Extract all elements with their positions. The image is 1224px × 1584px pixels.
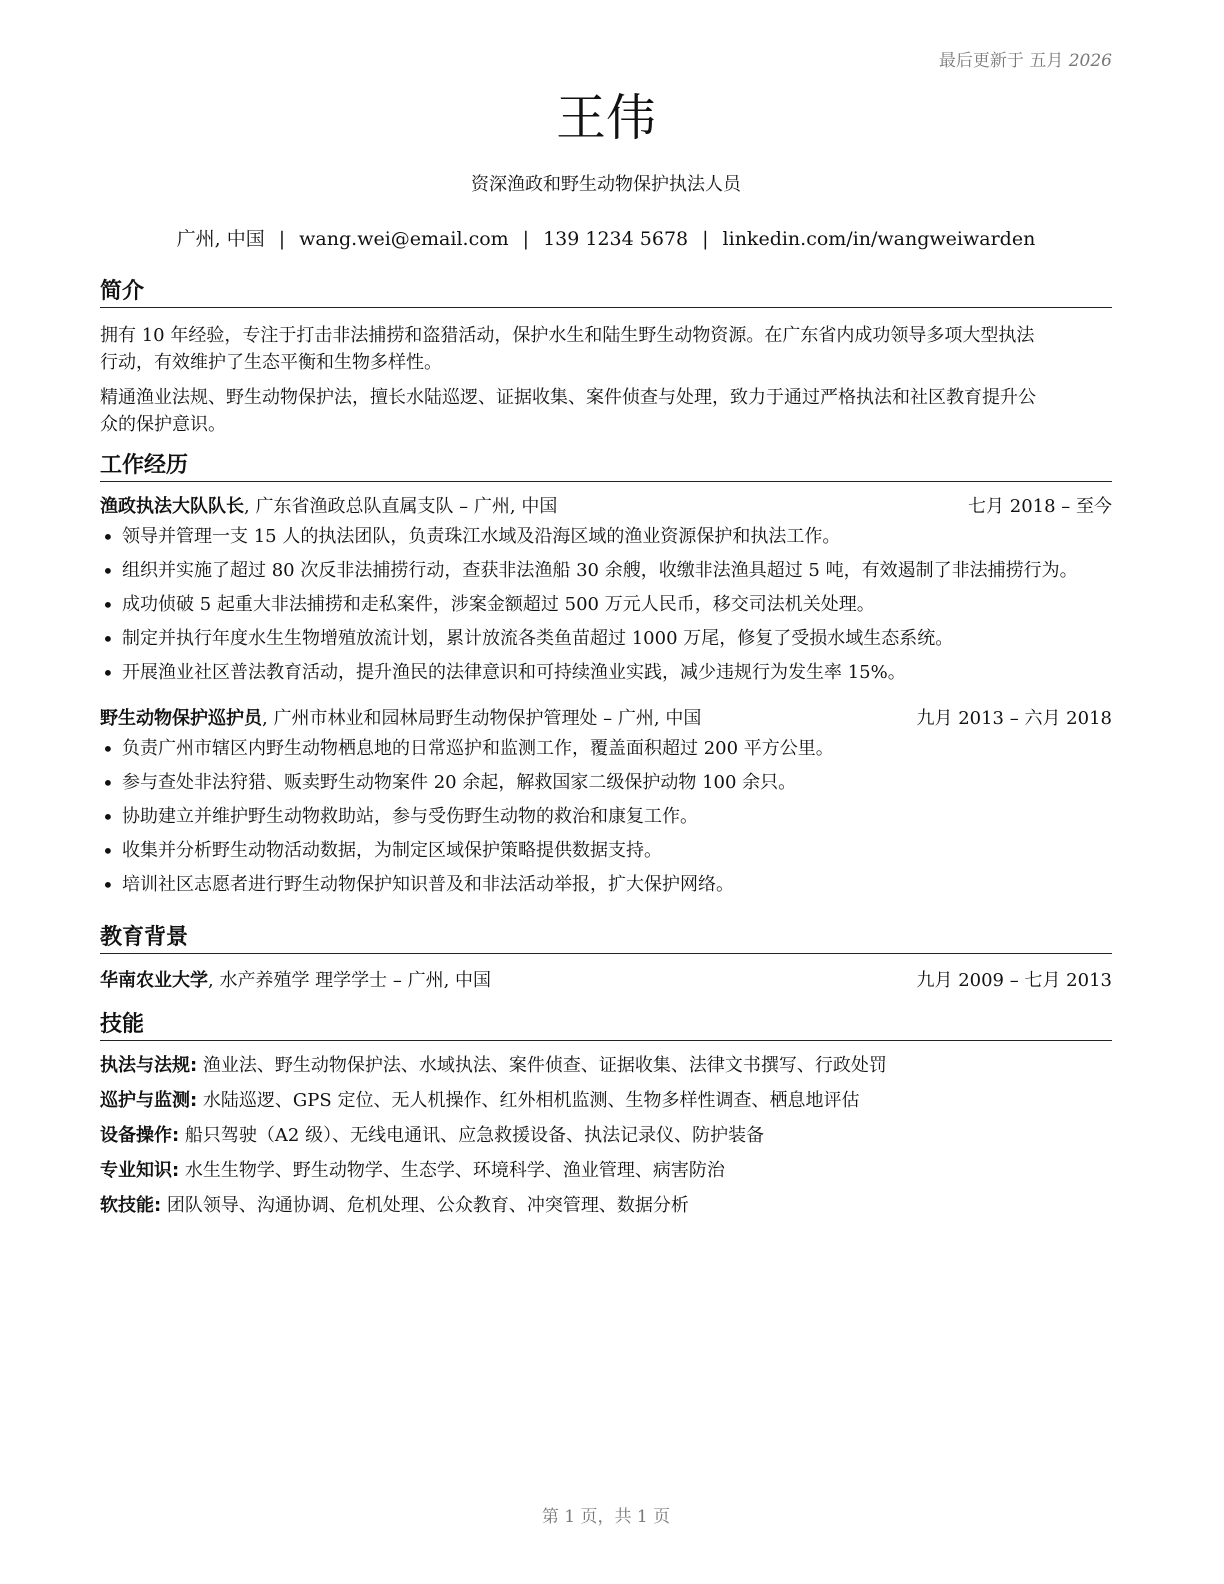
job-dates: 七月 2018 – 至今	[968, 496, 1112, 517]
education-dates: 九月 2009 – 七月 2013	[916, 970, 1112, 991]
list-item: • 开展渔业社区普法教育活动，提升渔民的法律意识和可持续渔业实践，减少违规行为发生率 15%。	[100, 656, 1112, 690]
contact-separator: |	[278, 228, 286, 250]
contact-phone[interactable]: 139 1234 5678	[543, 228, 689, 250]
job-bullets	[100, 520, 1112, 690]
summary-paragraph-1-line-1: 拥有 10 年经验，专注于打击非法捕捞和盗猎活动，保护水生和陆生野生动物资源。在广东省内成功领导多项大型执法	[100, 325, 1035, 346]
education-entry	[100, 968, 1112, 994]
contact-linkedin[interactable]: linkedin.com/in/wangweiwarden	[722, 228, 1036, 250]
contact-separator: |	[522, 228, 530, 250]
contact-location: 广州, 中国	[176, 228, 265, 250]
job-header	[100, 494, 1112, 520]
skill-value: 船只驾驶（A2 级）、无线电通讯、应急救援设备、执法记录仪、防护装备	[179, 1125, 765, 1146]
job-org: , 广州市林业和园林局野生动物保护管理处 – 广州, 中国	[262, 708, 702, 729]
education-section	[100, 924, 1112, 994]
education-school: 华南农业大学	[100, 970, 208, 991]
list-item: • 制定并执行年度水生生物增殖放流计划，累计放流各类鱼苗超过 1000 万尾，修复了受损水域生态系统。	[100, 622, 1112, 656]
skills-title: 技能	[100, 1011, 1112, 1041]
contact-line	[100, 224, 1112, 251]
job-entry	[100, 494, 1112, 690]
list-item: • 协助建立并维护野生动物救助站，参与受伤野生动物的救治和康复工作。	[100, 800, 1112, 834]
last-updated-label: 最后更新于 五月	[938, 51, 1064, 71]
summary-paragraph-1-line-2: 行动，有效维护了生态平衡和生物多样性。	[100, 352, 442, 373]
list-item: • 成功侦破 5 起重大非法捕捞和走私案件，涉案金额超过 500 万元人民币，移交司法机关处理。	[100, 588, 1112, 622]
list-item: • 培训社区志愿者进行野生动物保护知识普及和非法活动举报，扩大保护网络。	[100, 868, 1112, 902]
skill-label: 专业知识:	[100, 1160, 180, 1181]
resume-page	[100, 0, 1112, 1584]
job-role: 野生动物保护巡护员	[100, 708, 262, 729]
skill-label: 巡护与监测:	[100, 1090, 198, 1111]
education-degree: , 水产养殖学 理学学士 – 广州, 中国	[208, 970, 492, 991]
summary-paragraph-2-line-1: 精通渔业法规、野生动物保护法，擅长水陆巡逻、证据收集、案件侦查与处理，致力于通过严格执法和社区教育提升公	[100, 387, 1036, 408]
job-role: 渔政执法大队队长	[100, 496, 244, 517]
skill-label: 执法与法规:	[100, 1055, 198, 1076]
skill-value: 渔业法、野生动物保护法、水域执法、案件侦查、证据收集、法律文书撰写、行政处罚	[197, 1055, 887, 1076]
skill-line	[100, 1083, 1112, 1118]
contact-separator: |	[702, 228, 709, 250]
candidate-name: 王伟	[556, 89, 656, 147]
job-entry	[100, 706, 1112, 902]
skill-line	[100, 1118, 1112, 1153]
page-footer: 第 1 页，共 1 页	[541, 1507, 671, 1527]
experience-title: 工作经历	[100, 452, 1112, 482]
list-item: • 领导并管理一支 15 人的执法团队，负责珠江水域及沿海区域的渔业资源保护和执法工作。	[100, 520, 1112, 554]
experience-section	[100, 452, 1112, 902]
job-header	[100, 706, 1112, 732]
list-item: • 组织并实施了超过 80 次反非法捕捞行动，查获非法渔船 30 余艘，收缴非法渔具超过 5 吨，有效遏制了非法捕捞行为。	[100, 554, 1112, 588]
list-item: • 收集并分析野生动物活动数据，为制定区域保护策略提供数据支持。	[100, 834, 1112, 868]
skill-value: 水生生物学、野生动物学、生态学、环境科学、渔业管理、病害防治	[179, 1160, 725, 1181]
skill-line	[100, 1048, 1112, 1083]
summary-title: 简介	[100, 278, 1112, 308]
last-updated	[939, 46, 1112, 71]
list-item: • 负责广州市辖区内野生动物栖息地的日常巡护和监测工作，覆盖面积超过 200 平方公里。	[100, 732, 1112, 766]
summary-section	[100, 278, 1112, 438]
skill-line	[100, 1153, 1112, 1188]
skill-value: 水陆巡逻、GPS 定位、无人机操作、红外相机监测、生物多样性调查、栖息地评估	[197, 1090, 860, 1111]
skill-label: 设备操作:	[100, 1125, 180, 1146]
contact-email[interactable]: wang.wei@email.com	[299, 228, 509, 250]
last-updated-year: 2026	[1068, 51, 1112, 71]
job-org: , 广东省渔政总队直属支队 – 广州, 中国	[244, 496, 558, 517]
job-dates: 九月 2013 – 六月 2018	[916, 708, 1112, 729]
candidate-headline: 资深渔政和野生动物保护执法人员	[471, 174, 741, 195]
list-item: • 参与查处非法狩猎、贩卖野生动物案件 20 余起，解救国家二级保护动物 100 余只。	[100, 766, 1112, 800]
skills-section	[100, 1011, 1112, 1223]
skill-line	[100, 1188, 1112, 1223]
skills-list	[100, 1048, 1112, 1223]
skill-label: 软技能:	[100, 1195, 162, 1216]
summary-paragraph-2-line-2: 众的保护意识。	[100, 414, 226, 435]
education-title: 教育背景	[100, 924, 1112, 954]
skill-value: 团队领导、沟通协调、危机处理、公众教育、冲突管理、数据分析	[161, 1195, 689, 1216]
job-bullets	[100, 732, 1112, 902]
